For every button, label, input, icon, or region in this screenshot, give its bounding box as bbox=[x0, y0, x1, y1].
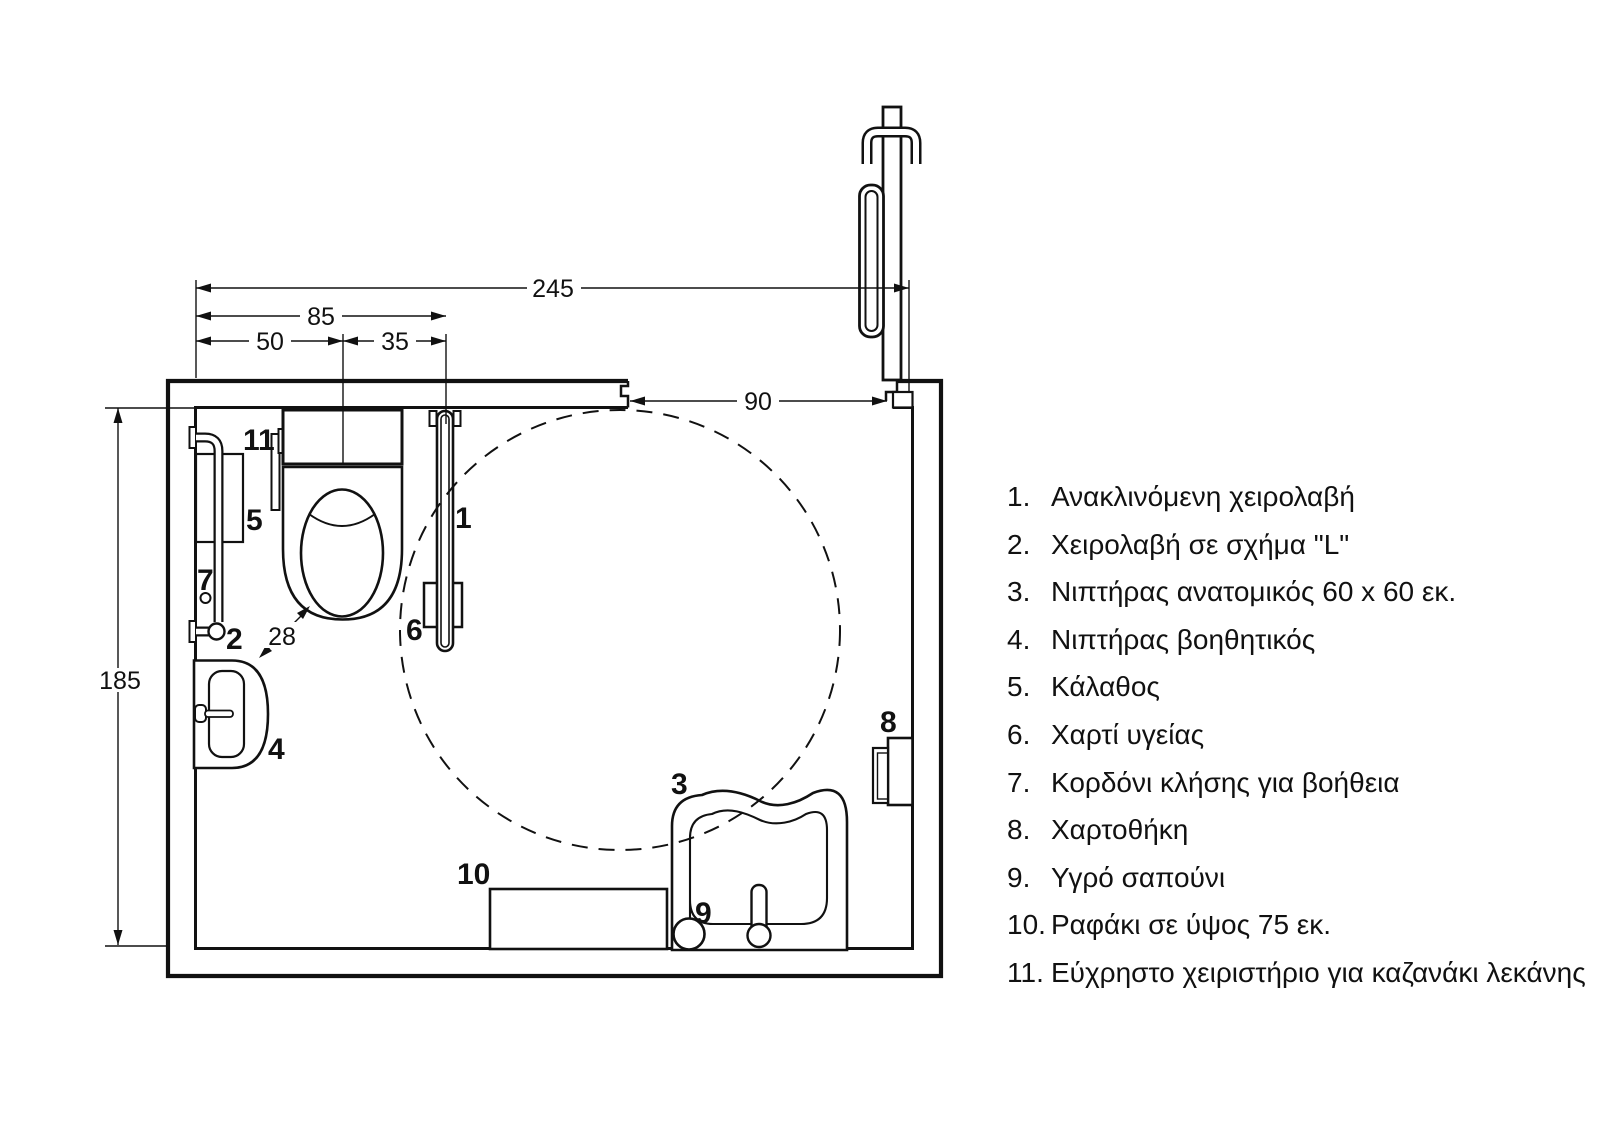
dim-room-depth-label: 185 bbox=[99, 667, 141, 695]
legend-item-number: 7. bbox=[1007, 766, 1031, 798]
legend-item-text: Χαρτοθήκη bbox=[1051, 814, 1189, 846]
legend-item-number: 4. bbox=[1007, 623, 1031, 655]
legend-item-text: Ανακλινόμενη χειρολαβή bbox=[1051, 481, 1355, 512]
legend-item-text: Νιπτήρας ανατομικός 60 x 60 εκ. bbox=[1051, 576, 1457, 608]
label-flush-control: 11 bbox=[243, 424, 275, 457]
dim-wc-to-basin-gap-label: 28 bbox=[268, 623, 296, 651]
legend-item-number: 8. bbox=[1007, 814, 1031, 846]
label-basket: 5 bbox=[246, 504, 263, 537]
legend-item-1 bbox=[1007, 483, 1567, 511]
legend-item-number: 3. bbox=[1007, 576, 1031, 608]
dim-wall-to-wc-axis-label: 50 bbox=[256, 328, 284, 356]
toilet-bowl bbox=[301, 490, 383, 617]
legend-item-4 bbox=[1007, 623, 1567, 655]
legend bbox=[1007, 481, 1586, 1007]
paper-holder-body bbox=[888, 738, 913, 805]
legend-item-text: Κάλαθος bbox=[1051, 671, 1160, 703]
label-toilet-paper: 6 bbox=[406, 614, 423, 647]
door-leaf bbox=[883, 107, 901, 380]
legend-item-10 bbox=[1007, 911, 1567, 939]
legend-item-number: 6. bbox=[1007, 718, 1031, 750]
label-l-shaped-grab-bar: 2 bbox=[226, 623, 243, 656]
legend-item-3 bbox=[1007, 578, 1567, 606]
legend-item-text: Χαρτί υγείας bbox=[1051, 718, 1205, 750]
grab-bar-l-mount-top bbox=[190, 427, 197, 448]
label-aux-washbasin: 4 bbox=[268, 733, 285, 766]
legend-item-5 bbox=[1007, 673, 1567, 701]
legend-item-9 bbox=[1007, 861, 1567, 893]
door-jamb-right-rebate bbox=[893, 392, 913, 408]
legend-item-number: 10. bbox=[1007, 909, 1046, 941]
legend-item-number: 11. bbox=[1007, 956, 1044, 988]
label-liquid-soap: 9 bbox=[695, 897, 712, 930]
door-long-handle bbox=[860, 185, 884, 337]
grab-bar-l-ball-end bbox=[209, 624, 225, 640]
legend-item-text: Χειρολαβή σε σχήμα "L" bbox=[1051, 528, 1350, 560]
dim-wc-axis-to-bar-label: 35 bbox=[381, 328, 409, 356]
legend-item-text: Κορδόνι κλήσης για βοήθεια bbox=[1051, 766, 1400, 798]
folding-bar-bracket-left bbox=[430, 411, 437, 426]
label-call-cord: 7 bbox=[197, 564, 214, 597]
legend-item-number: 9. bbox=[1007, 861, 1031, 893]
legend-item-text: Εύχρηστο χειριστήριο για καζανάκι λεκάνης bbox=[1051, 956, 1586, 988]
label-shelf: 10 bbox=[457, 858, 491, 891]
folding-bar-bracket-right bbox=[454, 411, 461, 426]
paper-holder-front bbox=[873, 748, 888, 803]
legend-item-7 bbox=[1007, 766, 1567, 798]
aux-basin-faucet-spout bbox=[205, 711, 233, 718]
wheelchair-turning-circle bbox=[400, 410, 840, 850]
legend-item-number: 2. bbox=[1007, 528, 1031, 560]
legend-item-11 bbox=[1007, 956, 1586, 988]
legend-item-text: Νιπτήρας βοηθητικός bbox=[1051, 623, 1316, 655]
door bbox=[860, 107, 917, 380]
dim-door-clear-width-label: 90 bbox=[744, 388, 772, 416]
main-basin-faucet-base bbox=[748, 924, 771, 947]
legend-item-6 bbox=[1007, 718, 1567, 750]
grab-bar-l-mount-bottom bbox=[190, 621, 197, 642]
legend-item-number: 1. bbox=[1007, 481, 1031, 512]
dim-grab-bars-span-label: 85 bbox=[307, 303, 335, 331]
dim-overall-width-label: 245 bbox=[532, 275, 574, 303]
folding-grab-bar bbox=[437, 411, 453, 651]
label-main-washbasin: 3 bbox=[671, 768, 688, 801]
legend-item-8 bbox=[1007, 816, 1567, 844]
legend-item-text: Ραφάκι σε ύψος 75 εκ. bbox=[1051, 909, 1332, 941]
shelf bbox=[490, 889, 667, 949]
legend-item-text: Υγρό σαπούνι bbox=[1051, 861, 1226, 893]
door-jamb-left bbox=[621, 381, 628, 408]
label-paper-holder: 8 bbox=[880, 706, 897, 739]
fixtures bbox=[190, 410, 913, 950]
legend-item-number: 5. bbox=[1007, 671, 1031, 703]
legend-item-2 bbox=[1007, 528, 1567, 560]
label-folding-grab-bar: 1 bbox=[455, 502, 472, 535]
